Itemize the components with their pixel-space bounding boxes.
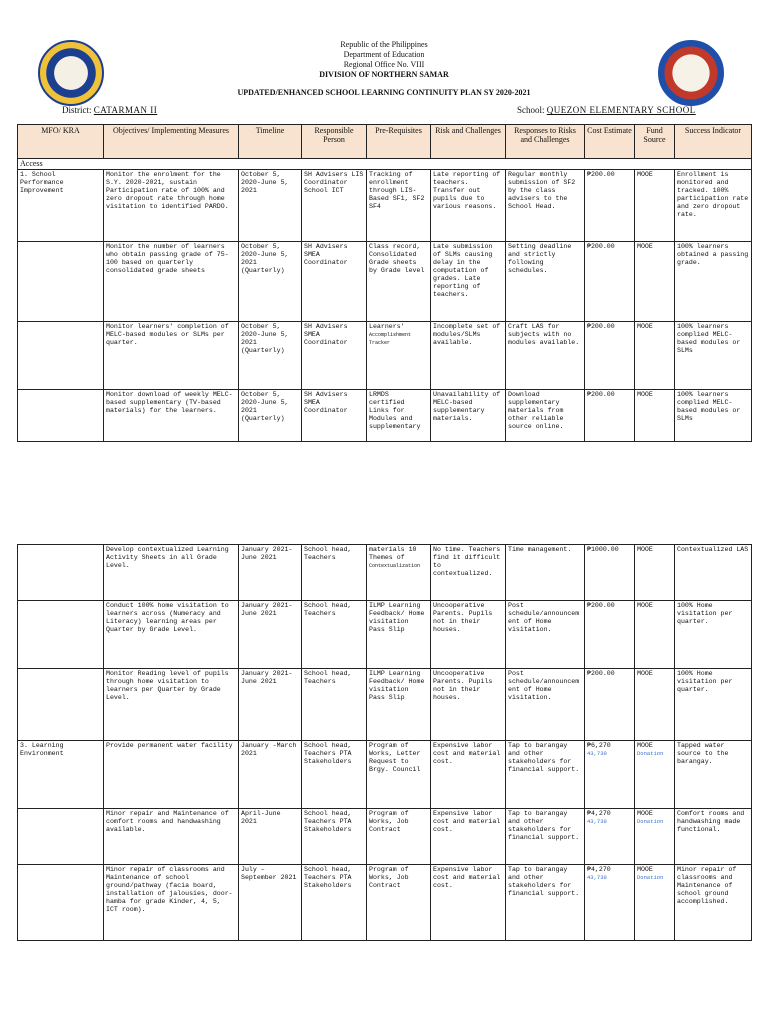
- column-header: Risk and Challenges: [431, 125, 506, 159]
- column-header: Fund Source: [635, 125, 675, 159]
- section-label: Access: [18, 159, 752, 170]
- person-cell: School head, Teachers PTA Stakeholders: [302, 865, 367, 941]
- indicator-cell: Minor repair of classrooms and Maintenance of school ground accomplished.: [675, 865, 752, 941]
- risk-cell: No time. Teachers find it difficult to contextualized.: [431, 545, 506, 601]
- school-field: [517, 105, 696, 115]
- timeline-cell: January 2021- June 2021: [239, 669, 302, 741]
- plan-title: UPDATED/ENHANCED SCHOOL LEARNING CONTINUITY PLAN SY 2020-2021: [237, 88, 531, 97]
- timeline-cell: July – September 2021: [239, 865, 302, 941]
- column-header: Success Indicator: [675, 125, 752, 159]
- district-value: CATARMAN II: [93, 105, 158, 115]
- division-line: DIVISION OF NORTHERN SAMAR: [319, 70, 449, 79]
- document-header: [0, 40, 768, 98]
- fund-cell: [635, 865, 675, 941]
- person-cell: SH Advisers SMEA Coordinator: [302, 242, 367, 322]
- response-cell: Tap to barangay and other stakeholders for financial support.: [506, 809, 585, 865]
- cost-text: ₱4,270: [587, 810, 611, 817]
- fund-donation-text: Donation: [637, 818, 664, 825]
- person-cell: School head, Teachers PTA Stakeholders: [302, 809, 367, 865]
- prereq-cell: Tracking of enrollment through LIS-Based SF1, SF2 SF4: [367, 170, 431, 242]
- prereq-small-text: Contextualization: [369, 563, 421, 569]
- objective-cell: Conduct 100% home visitation to learners across (Numeracy and Literacy) learning areas per Quarter by Grade Level.: [104, 601, 239, 669]
- timeline-cell: October 5, 2020-June 5, 2021 (Quarterly): [239, 390, 302, 442]
- indicator-cell: 100% learners complied MELC-based modules or SLMs: [675, 322, 752, 390]
- indicator-cell: 100% learners complied MELC-based modules or SLMs: [675, 390, 752, 442]
- prereq-cell: Class record, Consolidated Grade sheets by Grade level: [367, 242, 431, 322]
- fund-cell: MOOE: [635, 242, 675, 322]
- table-row: [18, 322, 752, 390]
- indicator-cell: Enrollment is monitored and tracked. 100% participation rate and zero dropout rate.: [675, 170, 752, 242]
- kra-cell: [18, 322, 104, 390]
- cost-cell: ₱200.00: [585, 170, 635, 242]
- prereq-cell: [367, 322, 431, 390]
- objective-cell: Provide permanent water facility: [104, 741, 239, 809]
- prereq-text: materials 10 Themes of: [369, 546, 417, 561]
- cost-donation-text: 43,730: [587, 874, 607, 881]
- person-cell: School head, Teachers PTA Stakeholders: [302, 741, 367, 809]
- objective-cell: Monitor the enrolment for the S.Y. 2020-2021, sustain Participation rate of 100% and zero dropout rate through home visitation to identified PARDO.: [104, 170, 239, 242]
- prereq-cell: [367, 545, 431, 601]
- prereq-cell: ILMP Learning Feedback/ Home visitation Pass Slip: [367, 601, 431, 669]
- table-row: [18, 669, 752, 741]
- prereq-cell: Program of Works, Job Contract: [367, 809, 431, 865]
- fund-text: MOOE: [637, 866, 653, 873]
- fund-cell: MOOE: [635, 545, 675, 601]
- person-cell: SH Advisers SMEA Coordinator: [302, 390, 367, 442]
- department-line: Department of Education: [343, 50, 425, 59]
- indicator-cell: Contextualized LAS: [675, 545, 752, 601]
- cost-cell: [585, 741, 635, 809]
- prereq-cell: Program of Works, Letter Request to Brgy. Council: [367, 741, 431, 809]
- objective-cell: Monitor Reading level of pupils through home visitation to learners per Quarter by Grade Level.: [104, 669, 239, 741]
- column-header: MFO/ KRA: [18, 125, 104, 159]
- risk-cell: Late reporting of teachers. Transfer out pupils due to various reasons.: [431, 170, 506, 242]
- objective-cell: Develop contextualized Learning Activity Sheets in all Grade Level.: [104, 545, 239, 601]
- cost-cell: ₱200.00: [585, 669, 635, 741]
- district-label: District:: [62, 105, 92, 115]
- kra-cell: [18, 865, 104, 941]
- column-header: Objectives/ Implementing Measures: [104, 125, 239, 159]
- kra-cell: [18, 242, 104, 322]
- column-header: Responses to Risks and Challenges: [506, 125, 585, 159]
- prereq-text: Learners': [369, 323, 405, 330]
- kra-cell: [18, 809, 104, 865]
- prereq-cell: Program of Works, Job Contract: [367, 865, 431, 941]
- plan-table-part1: [17, 124, 752, 442]
- column-header: Timeline: [239, 125, 302, 159]
- cost-cell: ₱200.00: [585, 601, 635, 669]
- column-header: Responsible Person: [302, 125, 367, 159]
- timeline-cell: October 5, 2020-June 5, 2021 (Quarterly): [239, 322, 302, 390]
- objective-cell: Monitor download of weekly MELC-based supplementary (TV-based materials) for the learners.: [104, 390, 239, 442]
- timeline-cell: April-June 2021: [239, 809, 302, 865]
- response-cell: Post schedule/announcement of Home visitation.: [506, 601, 585, 669]
- fund-cell: [635, 809, 675, 865]
- table-row: [18, 601, 752, 669]
- indicator-cell: 100% learners obtained a passing grade.: [675, 242, 752, 322]
- timeline-cell: January -March 2021: [239, 741, 302, 809]
- fund-cell: MOOE: [635, 390, 675, 442]
- cost-cell: ₱200.00: [585, 322, 635, 390]
- cost-cell: ₱200.00: [585, 242, 635, 322]
- school-value: QUEZON ELEMENTARY SCHOOL: [546, 105, 696, 115]
- cost-cell: ₱1000.00: [585, 545, 635, 601]
- risk-cell: Unavailability of MELC-based supplementary materials.: [431, 390, 506, 442]
- timeline-cell: October 5, 2020-June 5, 2021 (Quarterly): [239, 242, 302, 322]
- timeline-cell: October 5, 2020-June 5, 2021: [239, 170, 302, 242]
- cost-text: ₱4,270: [587, 866, 611, 873]
- fund-donation-text: Donation: [637, 874, 664, 881]
- fund-text: MOOE: [637, 810, 653, 817]
- indicator-cell: 100% Home visitation per quarter.: [675, 601, 752, 669]
- prereq-small-text: Accomplishment Tracker: [369, 332, 412, 346]
- person-cell: SH Advisers SMEA Coordinator: [302, 322, 367, 390]
- fund-cell: MOOE: [635, 669, 675, 741]
- regional-office-line: Regional Office No. VIII: [343, 60, 425, 69]
- cost-cell: [585, 809, 635, 865]
- table-row: [18, 809, 752, 865]
- risk-cell: Incomplete set of modules/SLMs available.: [431, 322, 506, 390]
- response-cell: Tap to barangay and other stakeholders for financial support.: [506, 741, 585, 809]
- objective-cell: Monitor the number of learners who obtain passing grade of 75-100 based on quarterly consolidated grade sheets: [104, 242, 239, 322]
- kra-cell: [18, 390, 104, 442]
- response-cell: Craft LAS for subjects with no modules available.: [506, 322, 585, 390]
- column-header: Pre-Requisites: [367, 125, 431, 159]
- risk-cell: Expensive labor cost and material cost.: [431, 741, 506, 809]
- table-row: [18, 545, 752, 601]
- table-row: [18, 170, 752, 242]
- objective-cell: Minor repair of classrooms and Maintenance of school ground/pathway (facia board, installation of jalousies, door-hamba for grade Kinder, 4, 5, ICT room).: [104, 865, 239, 941]
- risk-cell: Late submission of SLMs causing delay in the computation of grades. Late reporting of teachers.: [431, 242, 506, 322]
- response-cell: Regular monthly submission of SF2 by the class advisers to the School Head.: [506, 170, 585, 242]
- kra-cell: [18, 601, 104, 669]
- response-cell: Tap to barangay and other stakeholders for financial support.: [506, 865, 585, 941]
- table-row: [18, 242, 752, 322]
- response-cell: Download supplementary materials from other reliable source online.: [506, 390, 585, 442]
- person-cell: School head, Teachers: [302, 669, 367, 741]
- indicator-cell: Tapped water source to the barangay.: [675, 741, 752, 809]
- kra-cell: 3. Learning Environment: [18, 741, 104, 809]
- objective-cell: Minor repair and Maintenance of comfort rooms and handwashing available.: [104, 809, 239, 865]
- risk-cell: Expensive labor cost and material cost.: [431, 809, 506, 865]
- timeline-cell: January 2021- June 2021: [239, 545, 302, 601]
- timeline-cell: January 2021- June 2021: [239, 601, 302, 669]
- objective-cell: Monitor learners' completion of MELC-based modules or SLMs per quarter.: [104, 322, 239, 390]
- cost-text: ₱6,270: [587, 742, 611, 749]
- response-cell: Time management.: [506, 545, 585, 601]
- table-row: [18, 390, 752, 442]
- fund-cell: MOOE: [635, 601, 675, 669]
- cost-cell: ₱200.00: [585, 390, 635, 442]
- cost-donation-text: 43,730: [587, 750, 607, 757]
- risk-cell: Uncooperative Parents. Pupils not in their houses.: [431, 601, 506, 669]
- table-header-row: [18, 125, 752, 159]
- fund-text: MOOE: [637, 742, 653, 749]
- risk-cell: Uncooperative Parents. Pupils not in their houses.: [431, 669, 506, 741]
- kra-cell: 1. School Performance Improvement: [18, 170, 104, 242]
- response-cell: Setting deadline and strictly following schedules.: [506, 242, 585, 322]
- fund-cell: MOOE: [635, 170, 675, 242]
- fund-cell: [635, 741, 675, 809]
- indicator-cell: 100% Home visitation per quarter.: [675, 669, 752, 741]
- indicator-cell: Comfort rooms and handwashing made functional.: [675, 809, 752, 865]
- table-row: [18, 741, 752, 809]
- cost-cell: [585, 865, 635, 941]
- person-cell: School head, Teachers: [302, 545, 367, 601]
- cost-donation-text: 43,730: [587, 818, 607, 825]
- response-cell: Post schedule/announcement of Home visitation.: [506, 669, 585, 741]
- district-field: [62, 105, 157, 115]
- plan-table-part2: [17, 544, 752, 941]
- kra-cell: [18, 545, 104, 601]
- person-cell: SH Advisers LIS Coordinator School ICT: [302, 170, 367, 242]
- risk-cell: Expensive labor cost and material cost.: [431, 865, 506, 941]
- kra-cell: [18, 669, 104, 741]
- prereq-cell: ILMP Learning Feedback/ Home visitation Pass Slip: [367, 669, 431, 741]
- school-label: School:: [517, 105, 545, 115]
- republic-line: Republic of the Philippines: [340, 40, 428, 49]
- table-row: [18, 865, 752, 941]
- prereq-cell: LRMDS certified Links for Modules and supplementary: [367, 390, 431, 442]
- section-row-access: [18, 159, 752, 170]
- fund-cell: MOOE: [635, 322, 675, 390]
- person-cell: School head, Teachers: [302, 601, 367, 669]
- fund-donation-text: Donation: [637, 750, 664, 757]
- column-header: Cost Estimate: [585, 125, 635, 159]
